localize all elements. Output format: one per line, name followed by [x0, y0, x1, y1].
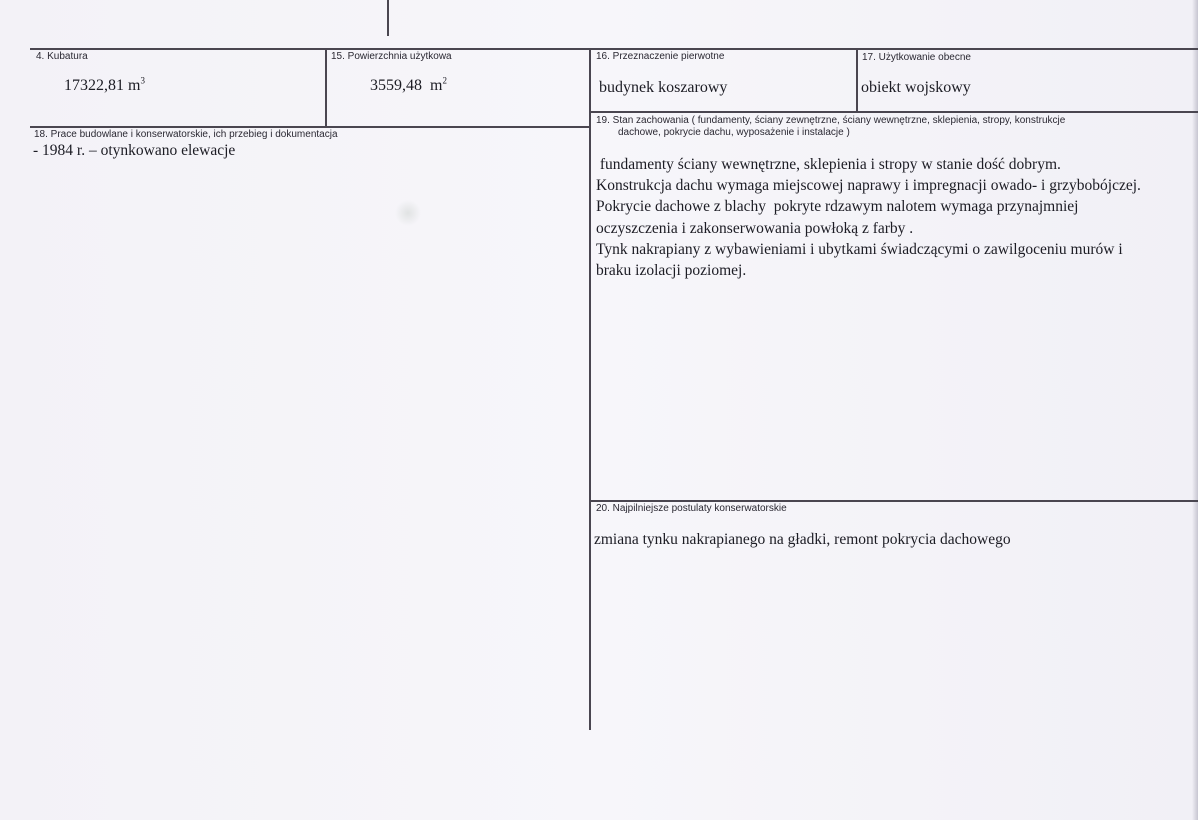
kubatura-number: 17322,81 m — [64, 77, 141, 94]
przeznaczenie-value: budynek koszarowy — [599, 79, 728, 96]
col-divider-3 — [856, 48, 858, 111]
uzytkowanie-label: 17. Użytkowanie obecne — [862, 52, 971, 63]
powierzchnia-number: 3559,48 m — [370, 77, 443, 94]
kubatura-exponent: 3 — [140, 75, 145, 86]
stan-label-line1: 19. Stan zachowania ( fundamenty, ściany zewnętrzne, ściany wewnętrzne, sklepienia, stropy, konstrukcje — [596, 115, 1066, 126]
left-section-border — [30, 126, 590, 128]
kubatura-value — [64, 77, 145, 95]
postulaty-border — [590, 500, 1198, 502]
stan-line: Pokrycie dachowe z blachy pokryte rdzawym nalotem wymaga przynajmniej — [596, 198, 1079, 216]
top-divider — [387, 0, 389, 36]
powierzchnia-value — [370, 77, 447, 95]
stan-label-line2: dachowe, pokrycie dachu, wyposażenie i instalacje ) — [618, 127, 850, 138]
main-col-divider — [589, 48, 591, 730]
postulaty-value: zmiana tynku nakrapianego na gładki, remont pokrycia dachowego — [594, 531, 1011, 548]
stan-description — [596, 154, 1141, 281]
stan-line: Konstrukcja dachu wymaga miejscowej naprawy i impregnacji owado- i grzybobójczej. — [596, 177, 1141, 195]
stan-line: Tynk nakrapiany z wybawieniami i ubytkami świadczącymi o zawilgoceniu murów i — [596, 240, 1123, 258]
stan-line: braku izolacji poziomej. — [596, 262, 747, 280]
postulaty-label: 20. Najpilniejsze postulaty konserwatorskie — [596, 503, 787, 514]
powierzchnia-exponent: 2 — [442, 75, 447, 86]
page-edge-shadow — [1192, 0, 1198, 820]
prace-label: 18. Prace budowlane i konserwatorskie, ich przebieg i dokumentacja — [34, 129, 338, 140]
form-top-border — [30, 48, 1198, 50]
stan-line: oczyszczenia i zakonserwowania powłoką z farby . — [596, 219, 914, 237]
stan-line: fundamenty ściany wewnętrzne, sklepienia i stropy w stanie dość dobrym. — [596, 156, 1061, 173]
prace-value: - 1984 r. – otynkowano elewacje — [33, 142, 236, 159]
paper-smudge — [395, 200, 421, 226]
przeznaczenie-label: 16. Przeznaczenie pierwotne — [596, 51, 725, 62]
col-divider-1 — [325, 48, 327, 126]
uzytkowanie-value: obiekt wojskowy — [861, 79, 971, 96]
powierzchnia-label: 15. Powierzchnia użytkowa — [331, 51, 452, 62]
right-section-border — [590, 111, 1198, 113]
kubatura-label: 4. Kubatura — [36, 51, 88, 62]
